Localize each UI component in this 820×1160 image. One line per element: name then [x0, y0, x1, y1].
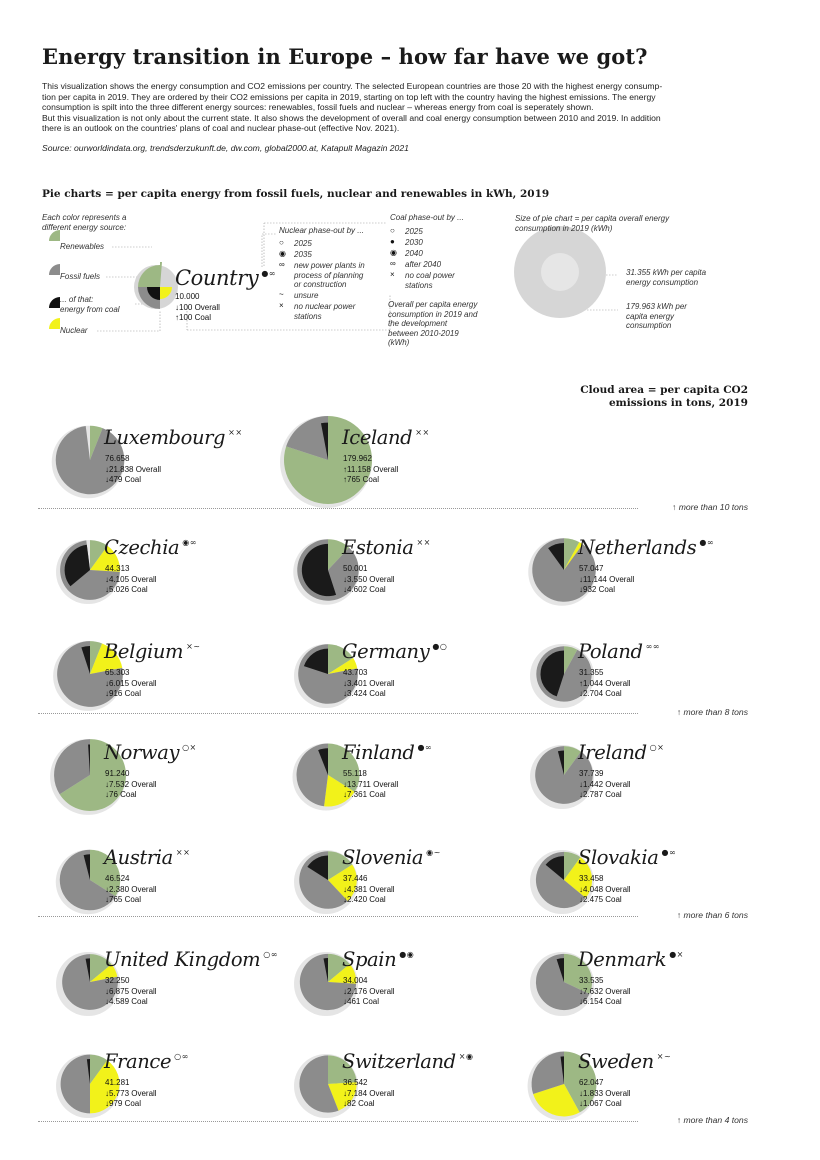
country-name-text: France	[104, 1050, 172, 1073]
phase-out-symbols: ○∞	[174, 1052, 189, 1061]
phase-out-symbols: ○×	[649, 743, 665, 752]
legend-swatch-coal	[49, 297, 60, 308]
phase-out-symbols: ○×	[182, 743, 197, 752]
country-stats	[105, 874, 157, 906]
country-name-text: Spain	[342, 948, 397, 971]
phase-out-symbols: ●∞	[661, 848, 677, 857]
country-block	[280, 733, 540, 833]
country-total: 91.240	[105, 769, 130, 778]
country-stats	[579, 1078, 631, 1110]
country-stats	[579, 976, 631, 1008]
country-name-text: Belgium	[104, 640, 184, 663]
legend-example-stats	[175, 292, 220, 324]
coal-2040-symbol: ◉	[390, 248, 397, 257]
country-overall: ↓6.015 Overall	[105, 678, 157, 688]
country-coal-change: ↓7.361 Coal	[343, 790, 386, 800]
nuclear-2025-symbol: ○	[279, 238, 284, 247]
threshold-label: ↑ more than 4 tons	[676, 1115, 748, 1125]
nuclear-new-label: new power plants in process of planning or construction	[294, 261, 365, 289]
country-overall: ↓6.875 Overall	[105, 986, 157, 996]
country-coal-change: ↓916 Coal	[105, 689, 142, 699]
country-total: 44.313	[105, 564, 130, 573]
country-name	[104, 846, 190, 869]
phase-out-symbols: ×◉	[458, 1052, 474, 1061]
country-name	[104, 741, 197, 764]
coal-none-label: no coal power stations	[405, 271, 455, 290]
country-block	[42, 838, 302, 938]
country-name-text: Poland	[578, 640, 643, 663]
country-block	[42, 733, 302, 833]
country-coal-change: ↓2.420 Coal	[343, 895, 386, 905]
country-block	[516, 632, 776, 732]
intro-line: there is an outlook on the countries' plans of coal and nuclear phase-out (effective Nov. 2021).	[42, 123, 400, 134]
country-name-text: Switzerland	[342, 1050, 456, 1073]
country-stats	[105, 564, 157, 596]
coal-after2040-symbol: ∞	[390, 259, 396, 268]
nuclear-none-symbol: ×	[279, 301, 284, 310]
country-total: 41.281	[105, 1078, 130, 1087]
country-overall: ↓5.773 Overall	[105, 1088, 157, 1098]
country-name	[104, 948, 278, 971]
country-name	[578, 536, 714, 559]
country-block	[280, 418, 540, 518]
coal-none-symbol: ×	[390, 270, 395, 279]
country-stats	[343, 668, 395, 700]
country-stats	[579, 564, 634, 596]
country-name-text: Sweden	[578, 1050, 654, 1073]
country-overall: ↓4.105 Overall	[105, 574, 157, 584]
country-coal-change: ↓979 Coal	[105, 1099, 142, 1109]
country-coal-change: ↓2.475 Coal	[579, 895, 622, 905]
country-stats	[343, 564, 395, 596]
country-total: 50.001	[343, 564, 368, 573]
country-block	[42, 528, 302, 628]
country-total: 62.047	[579, 1078, 604, 1087]
phase-out-symbols: ●◉	[399, 950, 415, 959]
size-legend-small: 31.355 kWh per capita energy consumption	[626, 268, 707, 287]
country-overall: ↓2.380 Overall	[105, 884, 157, 894]
country-block	[42, 632, 302, 732]
cloud-title-line: emissions in tons, 2019	[608, 397, 748, 409]
country-stats	[105, 668, 157, 700]
country-overall: ↓13.711 Overall	[343, 779, 399, 789]
country-overall: ↓3.550 Overall	[343, 574, 395, 584]
phase-out-symbols: ××	[416, 538, 431, 547]
country-coal-change: ↓4.589 Coal	[105, 997, 148, 1007]
country-coal-change: ↓479 Coal	[105, 475, 142, 485]
threshold-divider	[38, 508, 638, 509]
country-stats	[105, 454, 161, 486]
legend-swatch-fossil	[49, 264, 60, 275]
country-name	[342, 536, 431, 559]
nuclear-2025-label: 2025	[294, 239, 312, 248]
country-name-text: United Kingdom	[104, 948, 261, 971]
country-name	[342, 1050, 473, 1073]
phase-out-symbols: ●∞	[417, 743, 433, 752]
country-name-text: Austria	[104, 846, 173, 869]
country-overall: ↓2.176 Overall	[343, 986, 395, 996]
nuclear-unsure-symbol: ~	[279, 290, 284, 299]
country-name	[578, 640, 660, 663]
country-total: 33.535	[579, 976, 604, 985]
nuclear-unsure-label: unsure	[294, 291, 319, 300]
country-name	[342, 846, 441, 869]
country-coal-change: ↓82 Coal	[343, 1099, 375, 1109]
phase-out-symbols: ●×	[669, 950, 684, 959]
country-name	[578, 948, 684, 971]
intro-line: tion per capita in 2019. They are ordered by their CO2 emissions per capita in 2019, starting on top left with the country having the highest emissions. The energy	[42, 91, 656, 102]
country-name-text: Denmark	[578, 948, 667, 971]
intro-line: But this visualization is not only about the current state. It also shows the development of overall and coal energy consumption between 2010 and 2019. In addition	[42, 112, 661, 123]
country-coal-change: ↓3.424 Coal	[343, 689, 386, 699]
country-stats	[105, 769, 157, 801]
country-name	[342, 741, 432, 764]
legend-swatch-nuclear	[49, 318, 60, 329]
coal-2030-label: 2030	[405, 238, 423, 247]
country-total: 76.658	[105, 454, 130, 463]
country-overall: ↓7.184 Overall	[343, 1088, 395, 1098]
country-name-text: Luxembourg	[104, 426, 226, 449]
country-total: 33.458	[579, 874, 604, 883]
country-coal-change: ↓2.787 Coal	[579, 790, 622, 800]
country-name	[342, 426, 430, 449]
country-name-text: Estonia	[342, 536, 414, 559]
country-stats	[105, 976, 157, 1008]
legend-example-phase: ●∞	[261, 269, 276, 278]
country-total: 36.542	[343, 1078, 368, 1087]
country-stats	[343, 1078, 395, 1110]
country-block	[280, 632, 540, 732]
country-total: 32.250	[105, 976, 130, 985]
country-overall: ↓1.442 Overall	[579, 779, 631, 789]
country-overall: ↓21.838 Overall	[105, 464, 162, 474]
coal-2030-symbol: ●	[390, 237, 395, 246]
country-total: 43.703	[343, 668, 368, 677]
phase-out-symbols: ×~	[656, 1052, 672, 1061]
source-note: Source: ourworldindata.org, trendsderzukunft.de, dw.com, global2000.at, Katapult Magazin 2021	[42, 143, 409, 153]
country-name-text: Iceland	[342, 426, 413, 449]
country-total: 37.446	[343, 874, 368, 883]
country-name-text: Finland	[342, 741, 415, 764]
cloud-title-line: Cloud area = per capita CO2	[580, 384, 748, 396]
country-stats	[579, 668, 631, 700]
nuclear-2035-label: 2035	[294, 250, 312, 259]
phase-out-symbols: ××	[415, 428, 430, 437]
country-coal-change: ↓76 Coal	[105, 790, 137, 800]
country-coal-change: ↓4.602 Coal	[343, 585, 386, 595]
legend-renewables-label: Renewables	[60, 242, 105, 251]
country-block	[516, 940, 776, 1040]
country-block	[516, 528, 776, 628]
country-coal-change: ↓2.704 Coal	[579, 689, 622, 699]
legend-example-coal: ↑100 Coal	[175, 313, 212, 323]
legend-fossil-label: Fossil fuels	[60, 272, 101, 281]
country-overall: ↓11.144 Overall	[579, 574, 635, 584]
threshold-divider	[38, 916, 638, 917]
country-name	[342, 640, 447, 663]
country-stats	[343, 454, 398, 486]
legend-example-overall: ↓100 Overall	[175, 302, 220, 312]
country-name	[104, 1050, 189, 1073]
country-stats	[343, 874, 395, 906]
phase-out-symbols: ○∞	[263, 950, 278, 959]
country-total: 46.524	[105, 874, 130, 883]
country-block	[42, 418, 302, 518]
page-title: Energy transition in Europe – how far have we got?	[42, 44, 648, 69]
country-overall: ↓7.532 Overall	[105, 779, 157, 789]
country-stats	[579, 769, 631, 801]
country-name-text: Slovakia	[578, 846, 659, 869]
country-overall: ↓1.833 Overall	[579, 1088, 631, 1098]
country-coal-change: ↓1.067 Coal	[579, 1099, 622, 1109]
country-total: 37.739	[579, 769, 604, 778]
country-coal-change: ↑765 Coal	[343, 475, 380, 485]
country-overall: ↓3.401 Overall	[343, 678, 395, 688]
threshold-divider	[38, 713, 638, 714]
size-legend-large: 179.963 kWh per capita energy consumption	[626, 302, 687, 330]
size-legend-title: Size of pie chart = per capita overall energy consumption in 2019 (kWh)	[515, 214, 670, 233]
coal-2040-label: 2040	[405, 249, 423, 258]
nuclear-legend-title: Nuclear phase-out by ...	[279, 226, 364, 235]
country-total: 55.118	[343, 769, 367, 778]
legend-coal-label: ... of that: energy from coal	[60, 295, 120, 314]
country-name	[578, 1050, 671, 1073]
country-name-text: Czechia	[104, 536, 180, 559]
country-block	[280, 940, 540, 1040]
country-name	[342, 948, 414, 971]
country-name-text: Netherlands	[578, 536, 697, 559]
legend-heading: Pie charts = per capita energy from fossil fuels, nuclear and renewables in kWh, 2019	[42, 188, 550, 200]
size-small-circle	[541, 253, 579, 291]
nuclear-new-symbol: ∞	[279, 260, 285, 269]
country-stats	[343, 976, 395, 1008]
country-block	[280, 838, 540, 938]
country-name-text: Norway	[104, 741, 180, 764]
phase-out-symbols: ××	[228, 428, 243, 437]
country-coal-change: ↓5.026 Coal	[105, 585, 148, 595]
phase-out-symbols: ◉∞	[182, 538, 197, 547]
country-name	[578, 741, 664, 764]
country-name	[104, 426, 243, 449]
country-block	[42, 940, 302, 1040]
country-coal-change: ↓765 Coal	[105, 895, 142, 905]
country-name	[578, 846, 676, 869]
phase-out-symbols: ∞∞	[645, 642, 660, 651]
legend-nuclear-label: Nuclear	[60, 326, 88, 335]
country-stats	[105, 1078, 157, 1110]
country-overall: ↓4.381 Overall	[343, 884, 395, 894]
phase-out-symbols: ××	[175, 848, 191, 857]
phase-out-symbols: ●∞	[699, 538, 715, 547]
country-total: 31.355	[579, 668, 604, 677]
phase-out-symbols: ◉~	[426, 848, 441, 857]
country-total: 65.303	[105, 668, 130, 677]
country-total: 34.004	[343, 976, 368, 985]
country-name	[104, 640, 200, 663]
country-block	[280, 528, 540, 628]
country-block	[516, 838, 776, 938]
country-block	[516, 733, 776, 833]
country-name-text: Germany	[342, 640, 430, 663]
threshold-label: ↑ more than 8 tons	[676, 707, 748, 717]
country-block	[280, 1042, 540, 1142]
cloud-area-heading	[580, 384, 748, 410]
country-block	[42, 1042, 302, 1142]
country-name-text: Slovenia	[342, 846, 424, 869]
country-overall: ↓7.632 Overall	[579, 986, 631, 996]
legend-color-intro: Each color represents a different energy source:	[42, 213, 127, 232]
country-overall: ↑11.158 Overall	[343, 464, 399, 474]
overall-legend-note: Overall per capita energy consumption in 2019 and the development between 2010-2019 (kWh)	[388, 300, 478, 347]
coal-legend-title: Coal phase-out by ...	[390, 213, 464, 222]
country-name-text: Ireland	[578, 741, 647, 764]
country-coal-change: ↓932 Coal	[579, 585, 616, 595]
country-stats	[343, 769, 398, 801]
country-total: 179.962	[343, 454, 372, 463]
country-name	[104, 536, 197, 559]
country-coal-change: ↓461 Coal	[343, 997, 380, 1007]
legend-example-value: 10.000	[175, 292, 200, 301]
intro-line: This visualization shows the energy consumption and CO2 emissions per country. The selected European countries are those 20 with the highest energy consump-	[42, 81, 663, 91]
coal-2025-symbol: ○	[390, 226, 395, 235]
threshold-label: ↑ more than 10 tons	[672, 502, 748, 512]
threshold-label: ↑ more than 6 tons	[676, 910, 748, 920]
nuclear-none-label: no nuclear power stations	[294, 302, 356, 321]
intro-line: consumption is spilt into the three different energy sources: renewables, fossil fuels and nuclear – whereas energy from coal is seperately shown.	[42, 102, 594, 113]
coal-2025-label: 2025	[405, 227, 423, 236]
country-overall: ↓4.048 Overall	[579, 884, 631, 894]
phase-out-symbols: ●○	[432, 642, 448, 651]
legend-example-country: Country ●∞	[175, 266, 276, 290]
threshold-divider	[38, 1121, 638, 1122]
country-stats	[579, 874, 631, 906]
country-total: 57.047	[579, 564, 604, 573]
nuclear-2035-symbol: ◉	[279, 249, 286, 258]
coal-after2040-label: after 2040	[405, 260, 442, 269]
country-overall: ↑1.044 Overall	[579, 678, 631, 688]
phase-out-symbols: ×~	[186, 642, 201, 651]
country-block	[516, 1042, 776, 1142]
country-coal-change: ↓6.154 Coal	[579, 997, 622, 1007]
